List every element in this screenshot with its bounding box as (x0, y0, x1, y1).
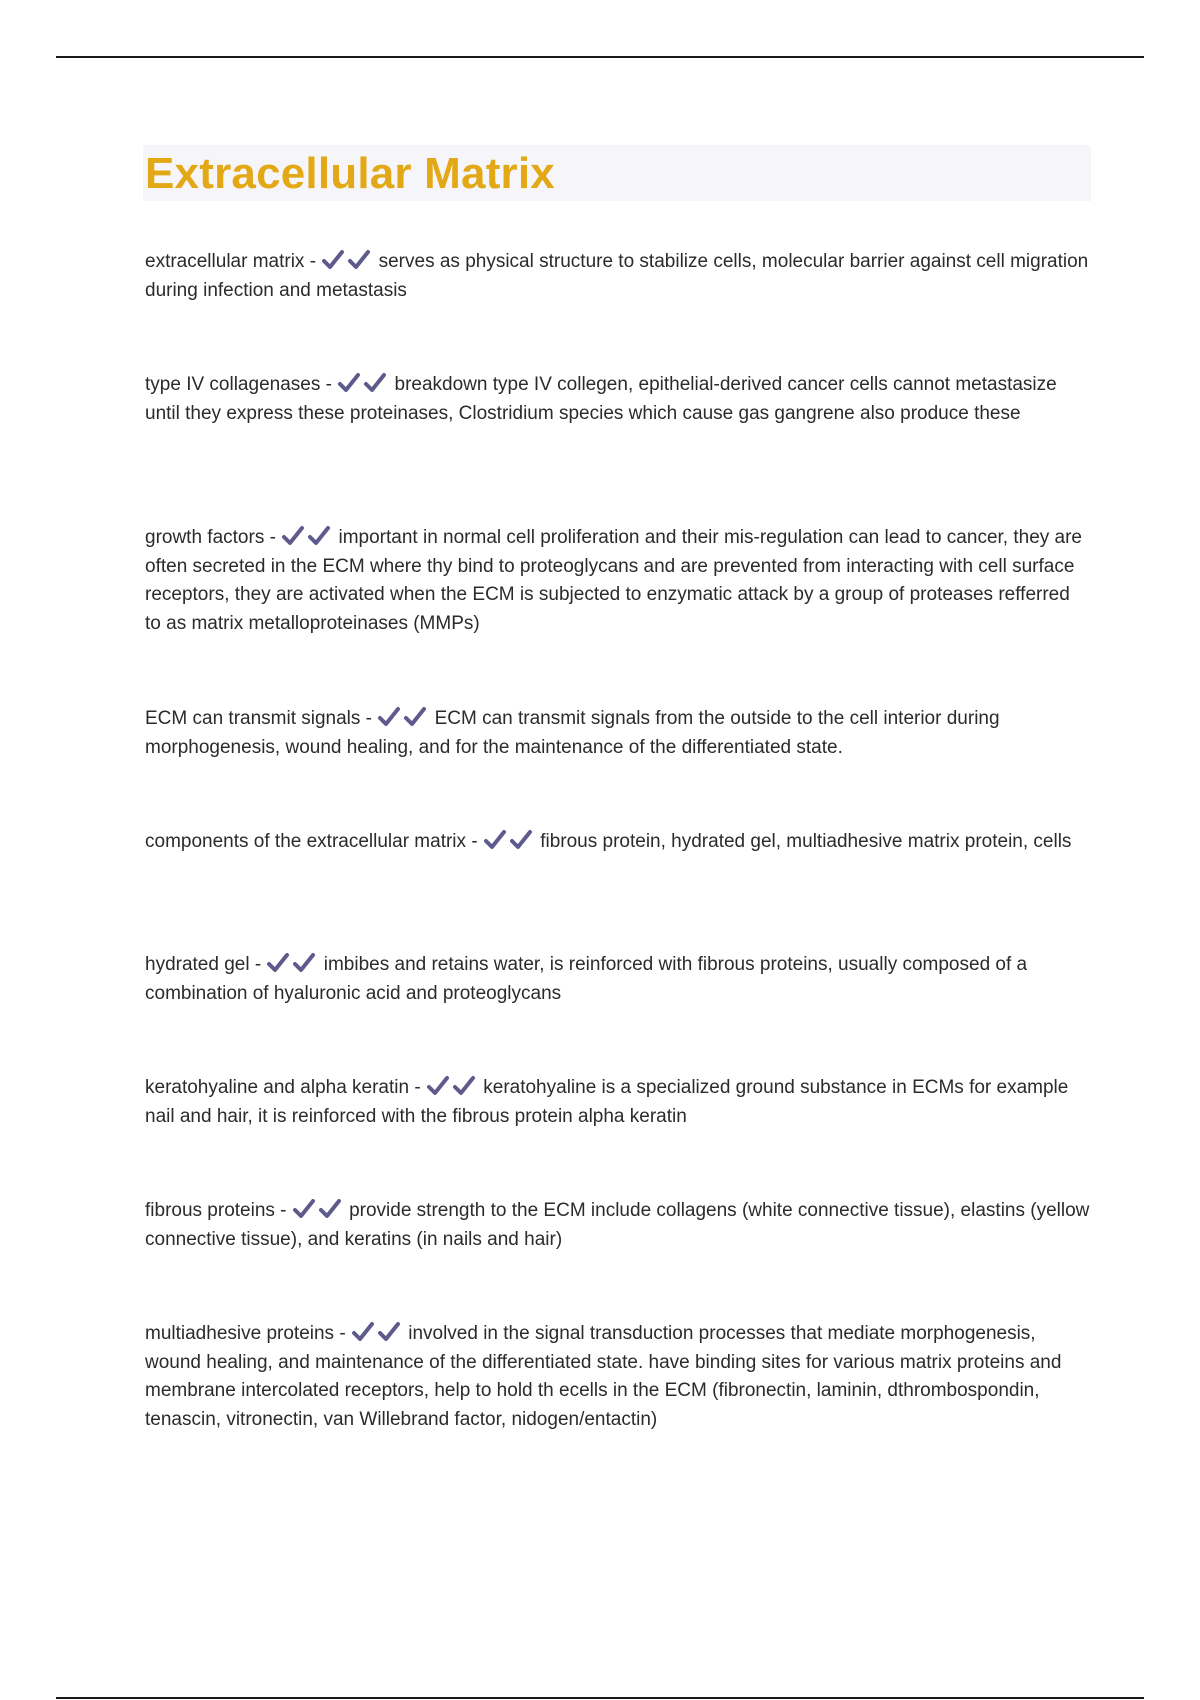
list-item (145, 248, 1090, 305)
check-icon (426, 1075, 452, 1097)
entry-definition: important in normal cell proliferation and their mis-regulation can lead to cancer, they are often secreted in the ECM where thy bind to proteoglycans and are prevented from interacting with cell surface receptors, they are activated when the ECM is subjected to enzymatic attack by a group of proteases refferred to as matrix metalloproteinases (MMPs) (145, 527, 1082, 634)
check-icon (452, 1075, 478, 1097)
check-icon (351, 1321, 377, 1343)
check-icon (509, 829, 535, 851)
check-icon (337, 372, 363, 394)
entry-definition: fibrous protein, hydrated gel, multiadhesive matrix protein, cells (540, 831, 1072, 852)
list-item (145, 1320, 1090, 1434)
check-icon (347, 249, 373, 271)
check-icon (377, 1321, 403, 1343)
entry-separator: - (274, 1200, 292, 1221)
entry-term: hydrated gel (145, 954, 250, 975)
list-item (145, 951, 1090, 1008)
entry-definition: breakdown type IV collegen, epithelial-derived cancer cells cannot metastasize until they express these proteinases, Clostridium species which cause gas gangrene also produce these (145, 374, 1057, 424)
entry-term: extracellular matrix (145, 251, 305, 272)
entry-separator: - (320, 374, 338, 395)
page-title: Extracellular Matrix (145, 149, 555, 198)
check-icon (307, 525, 333, 547)
check-icon (483, 829, 509, 851)
entry-separator: - (304, 251, 322, 272)
entry-term: components of the extracellular matrix (145, 831, 467, 852)
entry-separator: - (264, 527, 282, 548)
list-item (145, 705, 1090, 762)
entry-term: type IV collagenases (145, 374, 321, 395)
bottom-rule (56, 1697, 1144, 1699)
entry-definition: imbibes and retains water, is reinforced with fibrous proteins, usually composed of a combination of hyaluronic acid and proteoglycans (145, 954, 1028, 1004)
entry-separator: - (249, 954, 267, 975)
entry-definition: keratohyaline is a specialized ground substance in ECMs for example nail and hair, it is reinforced with the fibrous protein alpha keratin (145, 1077, 1069, 1127)
check-icon (318, 1198, 344, 1220)
list-item (145, 524, 1090, 638)
entry-term: multiadhesive proteins (145, 1323, 335, 1344)
check-icon (403, 706, 429, 728)
entry-separator: - (409, 1077, 426, 1098)
check-icon (377, 706, 403, 728)
entry-term: fibrous proteins (145, 1200, 275, 1221)
entry-definition: provide strength to the ECM include collagens (white connective tissue), elastins (yellow connective tissue), and keratins (in nails and hair) (145, 1200, 1090, 1250)
check-icon (363, 372, 389, 394)
entry-definition: involved in the signal transduction processes that mediate morphogenesis, wound healing, and maintenance of the differentiated state. have binding sites for various matrix proteins and membrane intercolated receptors, help to hold th ecells in the ECM (fibronectin, laminin, dthrombospondin, tenascin, vitronectin, van Willebrand factor, nidogen/entactin) (145, 1323, 1062, 1430)
entry-separator: - (334, 1323, 351, 1344)
entry-term: growth factors (145, 527, 265, 548)
check-icon (321, 249, 347, 271)
list-item (145, 828, 1090, 857)
entry-definition: serves as physical structure to stabilize cells, molecular barrier against cell migration during infection and metastasis (145, 251, 1089, 301)
list-item (145, 1197, 1090, 1254)
check-icon (292, 952, 318, 974)
list-item (145, 1074, 1090, 1131)
entry-term: keratohyaline and alpha keratin (145, 1077, 410, 1098)
top-rule (56, 56, 1144, 58)
list-item (145, 371, 1090, 428)
entry-separator: - (360, 708, 378, 729)
entry-term: ECM can transmit signals (145, 708, 361, 729)
entry-separator: - (466, 831, 483, 852)
check-icon (281, 525, 307, 547)
check-icon (292, 1198, 318, 1220)
entry-definition: ECM can transmit signals from the outside to the cell interior during morphogenesis, wound healing, and for the maintenance of the differentiated state. (145, 708, 1000, 758)
check-icon (266, 952, 292, 974)
